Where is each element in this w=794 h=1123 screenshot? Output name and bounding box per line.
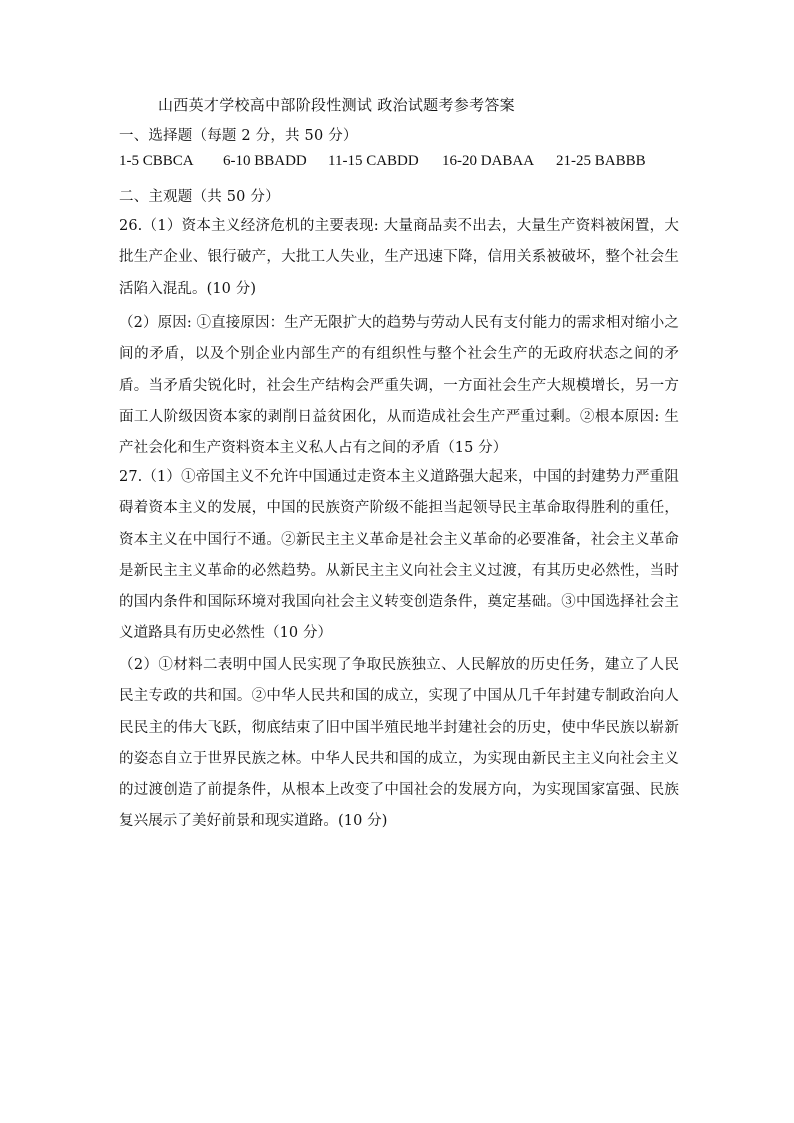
multiple-choice-answers bbox=[119, 153, 646, 170]
question-27-part-1: 27.（1）①帝国主义不允许中国通过走资本主义道路强大起来，中国的封建势力严重阻碍着资本主义的发展，中国的民族资产阶级不能担当起领导民主革命取得胜利的重任，资本主义在中国行不通。②新民主主义革命是社会主义革命的必要准备，社会主义革命是新民主主义革命的必然趋势。从新民主主义向社会主义过渡，有其历史必然性，当时的国内条件和国际环境对我国向社会主义转变创造条件，奠定基础。③中国选择社会主义道路具有历史必然性（10 分） bbox=[119, 469, 679, 642]
section-subjective-heading: 二、主观题（共 50 分） bbox=[119, 189, 280, 205]
answer-group-16-20: 16-20 DABAA bbox=[442, 153, 535, 169]
question-27-part-2: （2）①材料二表明中国人民实现了争取民族独立、人民解放的历史任务，建立了人民民主专政的共和国。②中华人民共和国的成立，实现了中国从几千年封建专制政治向人民民主的伟大飞跃，彻底结束了旧中国半殖民地半封建社会的历史，使中华民族以崭新的姿态自立于世界民族之林。中华人民共和国的成立，为实现由新民主主义向社会主义的过渡创造了前提条件，从根本上改变了中国社会的发展方向，为实现国家富强、民族复兴展示了美好前景和现实道路。(10 分) bbox=[119, 657, 679, 830]
page-title: 山西英才学校高中部阶段性测试 政治试题考参考答案 bbox=[158, 96, 515, 114]
answer-group-21-25: 21-25 BABBB bbox=[556, 153, 646, 169]
question-26-part-1: 26.（1）资本主义经济危机的主要表现: 大量商品卖不出去，大量生产资料被闲置，大批生产企业、银行破产，大批工人失业，生产迅速下降，信用关系被破坏，整个社会生活陷入混乱。(10 分) bbox=[119, 218, 679, 297]
section-multiple-choice-heading: 一、选择题（每题 2 分，共 50 分） bbox=[119, 128, 358, 144]
answer-group-6-10: 6-10 BBADD bbox=[223, 153, 307, 169]
answer-group-11-15: 11-15 CABDD bbox=[328, 153, 419, 169]
question-26-part-2: （2）原因: ①直接原因：生产无限扩大的趋势与劳动人民有支付能力的需求相对缩小之间的矛盾，以及个别企业内部生产的有组织性与整个社会生产的无政府状态之间的矛盾。当矛盾尖锐化时，社会生产结构会严重失调，一方面社会生产大规模增长，另一方面工人阶级因资本家的剥削日益贫困化，从而造成社会生产严重过剩。②根本原因: 生产社会化和生产资料资本主义私人占有之间的矛盾（15 分） bbox=[119, 315, 679, 457]
answer-group-1-5: 1-5 CBBCA bbox=[119, 153, 194, 169]
